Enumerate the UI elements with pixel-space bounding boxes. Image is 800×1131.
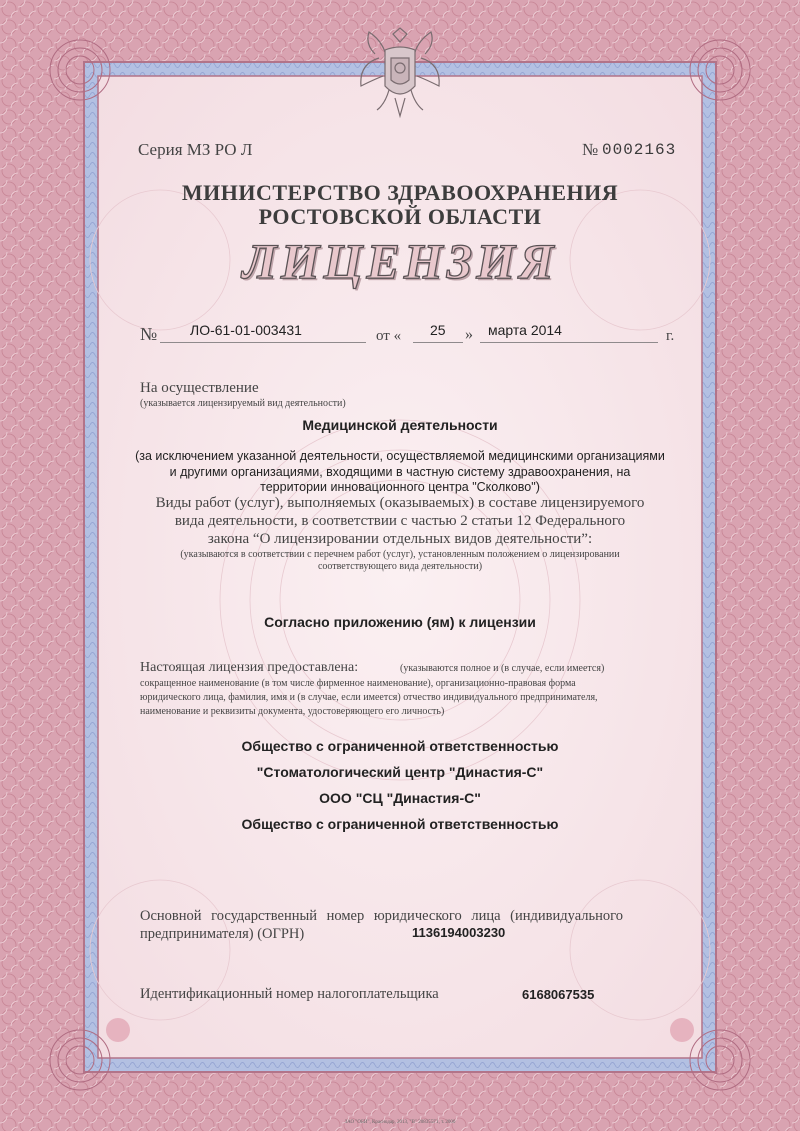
series-label: Серия МЗ РО Л [138, 140, 253, 159]
ministry-title-line2: РОСТОВСКОЙ ОБЛАСТИ [258, 204, 542, 229]
license-month-year: марта 2014 [488, 322, 562, 338]
license-number: ЛО-61-01-003431 [190, 322, 302, 338]
number-sign: № [582, 140, 599, 159]
ministry-title-line1: МИНИСТЕРСТВО ЗДРАВООХРАНЕНИЯ [181, 180, 619, 205]
holder-name-line4: Общество с ограниченной ответственностью [241, 816, 559, 832]
holder-intro: Настоящая лицензия предоставлена: [140, 660, 359, 675]
works-line2: вида деятельности, в соответствии с частью 2 статьи 12 Федерального [174, 513, 626, 529]
works-hint-line1: (указываются в соответствии с перечнем работ (услуг), установленным положением о лицензировании [180, 549, 620, 560]
license-date-from-label: от « [376, 328, 402, 344]
activity-exception-line1: (за исключением указанной деятельности, осуществляемой медицинскими организациями [135, 449, 665, 463]
printer-imprint: ЗАО "ОБИ", Краснодар, 2013, "В" 208355Г1, т. 2000 [344, 1120, 456, 1125]
holder-hint-line1: (указываются полное и (в случае, если имеется) [400, 663, 605, 674]
holder-short-name: ООО "СЦ "Династия-С" [319, 790, 481, 806]
inn-label: Идентификационный номер налогоплательщика [140, 986, 439, 1002]
works-hint-line2: соответствующего вида деятельности) [317, 561, 483, 572]
license-day: 25 [430, 322, 446, 338]
activity-name: Медицинской деятельности [302, 417, 498, 433]
works-line3: закона “О лицензировании отдельных видов деятельности”: [207, 531, 593, 547]
activity-exception-line2: и другими организациями, входящими в частную систему здравоохранения, на [169, 465, 631, 479]
form-number: 0002163 [602, 141, 677, 159]
ogrn-label-line1: Основной государственный номер юридического лица (индивидуального [140, 908, 623, 924]
activity-label: На осуществление [140, 380, 259, 396]
ogrn-label-line2: предпринимателя) (ОГРН) [140, 926, 305, 942]
holder-name-line1: Общество с ограниченной ответственностью [241, 738, 559, 754]
works-value: Согласно приложению (ям) к лицензии [264, 614, 536, 630]
year-suffix: г. [666, 328, 675, 344]
holder-name-line2: "Стоматологический центр "Династия-С" [256, 764, 544, 780]
holder-hint-line4: наименование и реквизиты документа, удостоверяющего его личность) [140, 706, 445, 717]
month-underline [480, 342, 658, 343]
activity-hint: (указывается лицензируемый вид деятельности) [140, 398, 346, 409]
ogrn-value: 1136194003230 [412, 925, 506, 940]
activity-exception-line3: территории инновационного центра "Сколково") [260, 480, 540, 494]
license-no-label: № [140, 324, 158, 344]
close-quote: » [465, 326, 473, 343]
license-number-underline [160, 342, 366, 343]
works-line1: Виды работ (услуг), выполняемых (оказываемых) в составе лицензируемого [155, 495, 645, 511]
holder-hint-line2: сокращенное наименование (в том числе фирменное наименование), организационно-правовая форма [140, 678, 576, 689]
holder-hint-line3: юридического лица, фамилия, имя и (в случае, если имеется) отчество индивидуального предпринимателя, [140, 692, 598, 703]
coat-of-arms-icon [355, 24, 445, 124]
day-underline [413, 342, 463, 343]
document-title: ЛИЦЕНЗИЯ [242, 233, 558, 289]
inn-value: 6168067535 [522, 987, 595, 1002]
